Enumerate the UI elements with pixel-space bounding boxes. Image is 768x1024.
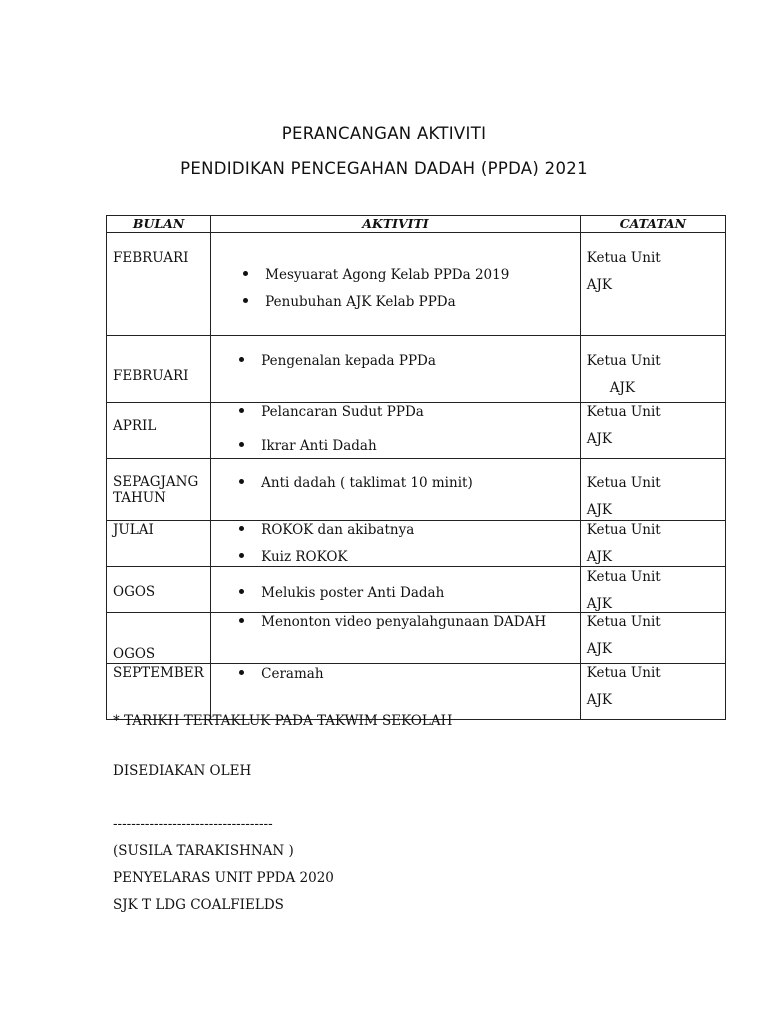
catatan-cell: Ketua Unit: [586, 665, 661, 681]
bulan-cell: FEBRUARI: [113, 250, 189, 266]
list-item: Kuiz ROKOK: [239, 549, 347, 565]
table-row: [107, 336, 726, 403]
bulan-cell: OGOS: [113, 584, 156, 600]
list-item: Pelancaran Sudut PPDa: [239, 404, 424, 420]
catatan-cell: Ketua Unit: [586, 404, 661, 420]
list-item: Ceramah: [239, 666, 323, 682]
catatan-cell: Ketua Unit: [586, 614, 661, 630]
bulan-cell: OGOS: [113, 646, 156, 662]
bullet-icon: [239, 442, 244, 447]
bullet-icon: [239, 526, 244, 531]
bulan-cell: APRIL: [113, 418, 157, 434]
bullet-icon: [239, 670, 244, 675]
catatan-cell: Ketua Unit: [586, 250, 661, 266]
bullet-icon: [239, 357, 244, 362]
catatan-cell: AJK: [586, 549, 612, 565]
catatan-cell: Ketua Unit: [586, 353, 661, 369]
bulan-cell: JULAI: [113, 522, 154, 538]
signature-line: -----------------------------------: [113, 816, 273, 832]
footnote: * TARIKH TERTAKLUK PADA TAKWIM SEKOLAH: [113, 713, 453, 729]
table-row: [107, 613, 726, 664]
catatan-cell: AJK: [586, 596, 612, 612]
table-row: [107, 459, 726, 521]
table-row: [107, 567, 726, 613]
list-item: Menonton video penyalahgunaan DADAH: [239, 614, 546, 630]
bullet-icon: [239, 618, 244, 623]
list-item: Anti dadah ( taklimat 10 minit): [239, 475, 473, 491]
bullet-icon: [239, 589, 244, 594]
bullet-icon: [243, 298, 248, 303]
catatan-cell: Ketua Unit: [586, 569, 661, 585]
table-row: [107, 664, 726, 720]
catatan-cell: AJK: [586, 431, 612, 447]
catatan-cell: AJK: [609, 380, 635, 396]
bulan-cell: SEPTEMBER: [113, 665, 204, 681]
catatan-cell: AJK: [586, 692, 612, 708]
header-catatan: CATATAN: [580, 216, 725, 233]
list-item: ROKOK dan akibatnya: [239, 522, 414, 538]
activity-table: [106, 215, 726, 720]
catatan-cell: AJK: [586, 277, 612, 293]
list-item: Mesyuarat Agong Kelab PPDa 2019: [243, 267, 509, 283]
table-row: [107, 233, 726, 336]
catatan-cell: Ketua Unit: [586, 475, 661, 491]
list-item: Pengenalan kepada PPDa: [239, 353, 436, 369]
header-aktiviti: AKTIVITI: [211, 216, 581, 233]
table-header-row: [107, 216, 726, 233]
school-name: SJK T LDG COALFIELDS: [113, 897, 284, 913]
bullet-icon: [239, 479, 244, 484]
table-row: [107, 521, 726, 567]
table-row: [107, 403, 726, 459]
header-bulan: BULAN: [107, 216, 211, 233]
bulan-cell: SEPAGJANG TAHUN: [113, 474, 199, 506]
catatan-cell: AJK: [586, 641, 612, 657]
prepared-by-label: DISEDIAKAN OLEH: [113, 763, 252, 779]
signatory-name: (SUSILA TARAKISHNAN ): [113, 843, 294, 859]
bullet-icon: [239, 408, 244, 413]
catatan-cell: Ketua Unit: [586, 522, 661, 538]
bullet-icon: [243, 271, 248, 276]
list-item: Ikrar Anti Dadah: [239, 438, 377, 454]
document-title: PERANCANGAN AKTIVITI: [281, 124, 487, 143]
document-subtitle: PENDIDIKAN PENCEGAHAN DADAH (PPDA) 2021: [180, 159, 588, 178]
signatory-position: PENYELARAS UNIT PPDA 2020: [113, 870, 334, 886]
list-item: Melukis poster Anti Dadah: [239, 585, 444, 601]
bulan-cell: FEBRUARI: [113, 368, 189, 384]
catatan-cell: AJK: [586, 502, 612, 518]
list-item: Penubuhan AJK Kelab PPDa: [243, 294, 456, 310]
bullet-icon: [239, 553, 244, 558]
